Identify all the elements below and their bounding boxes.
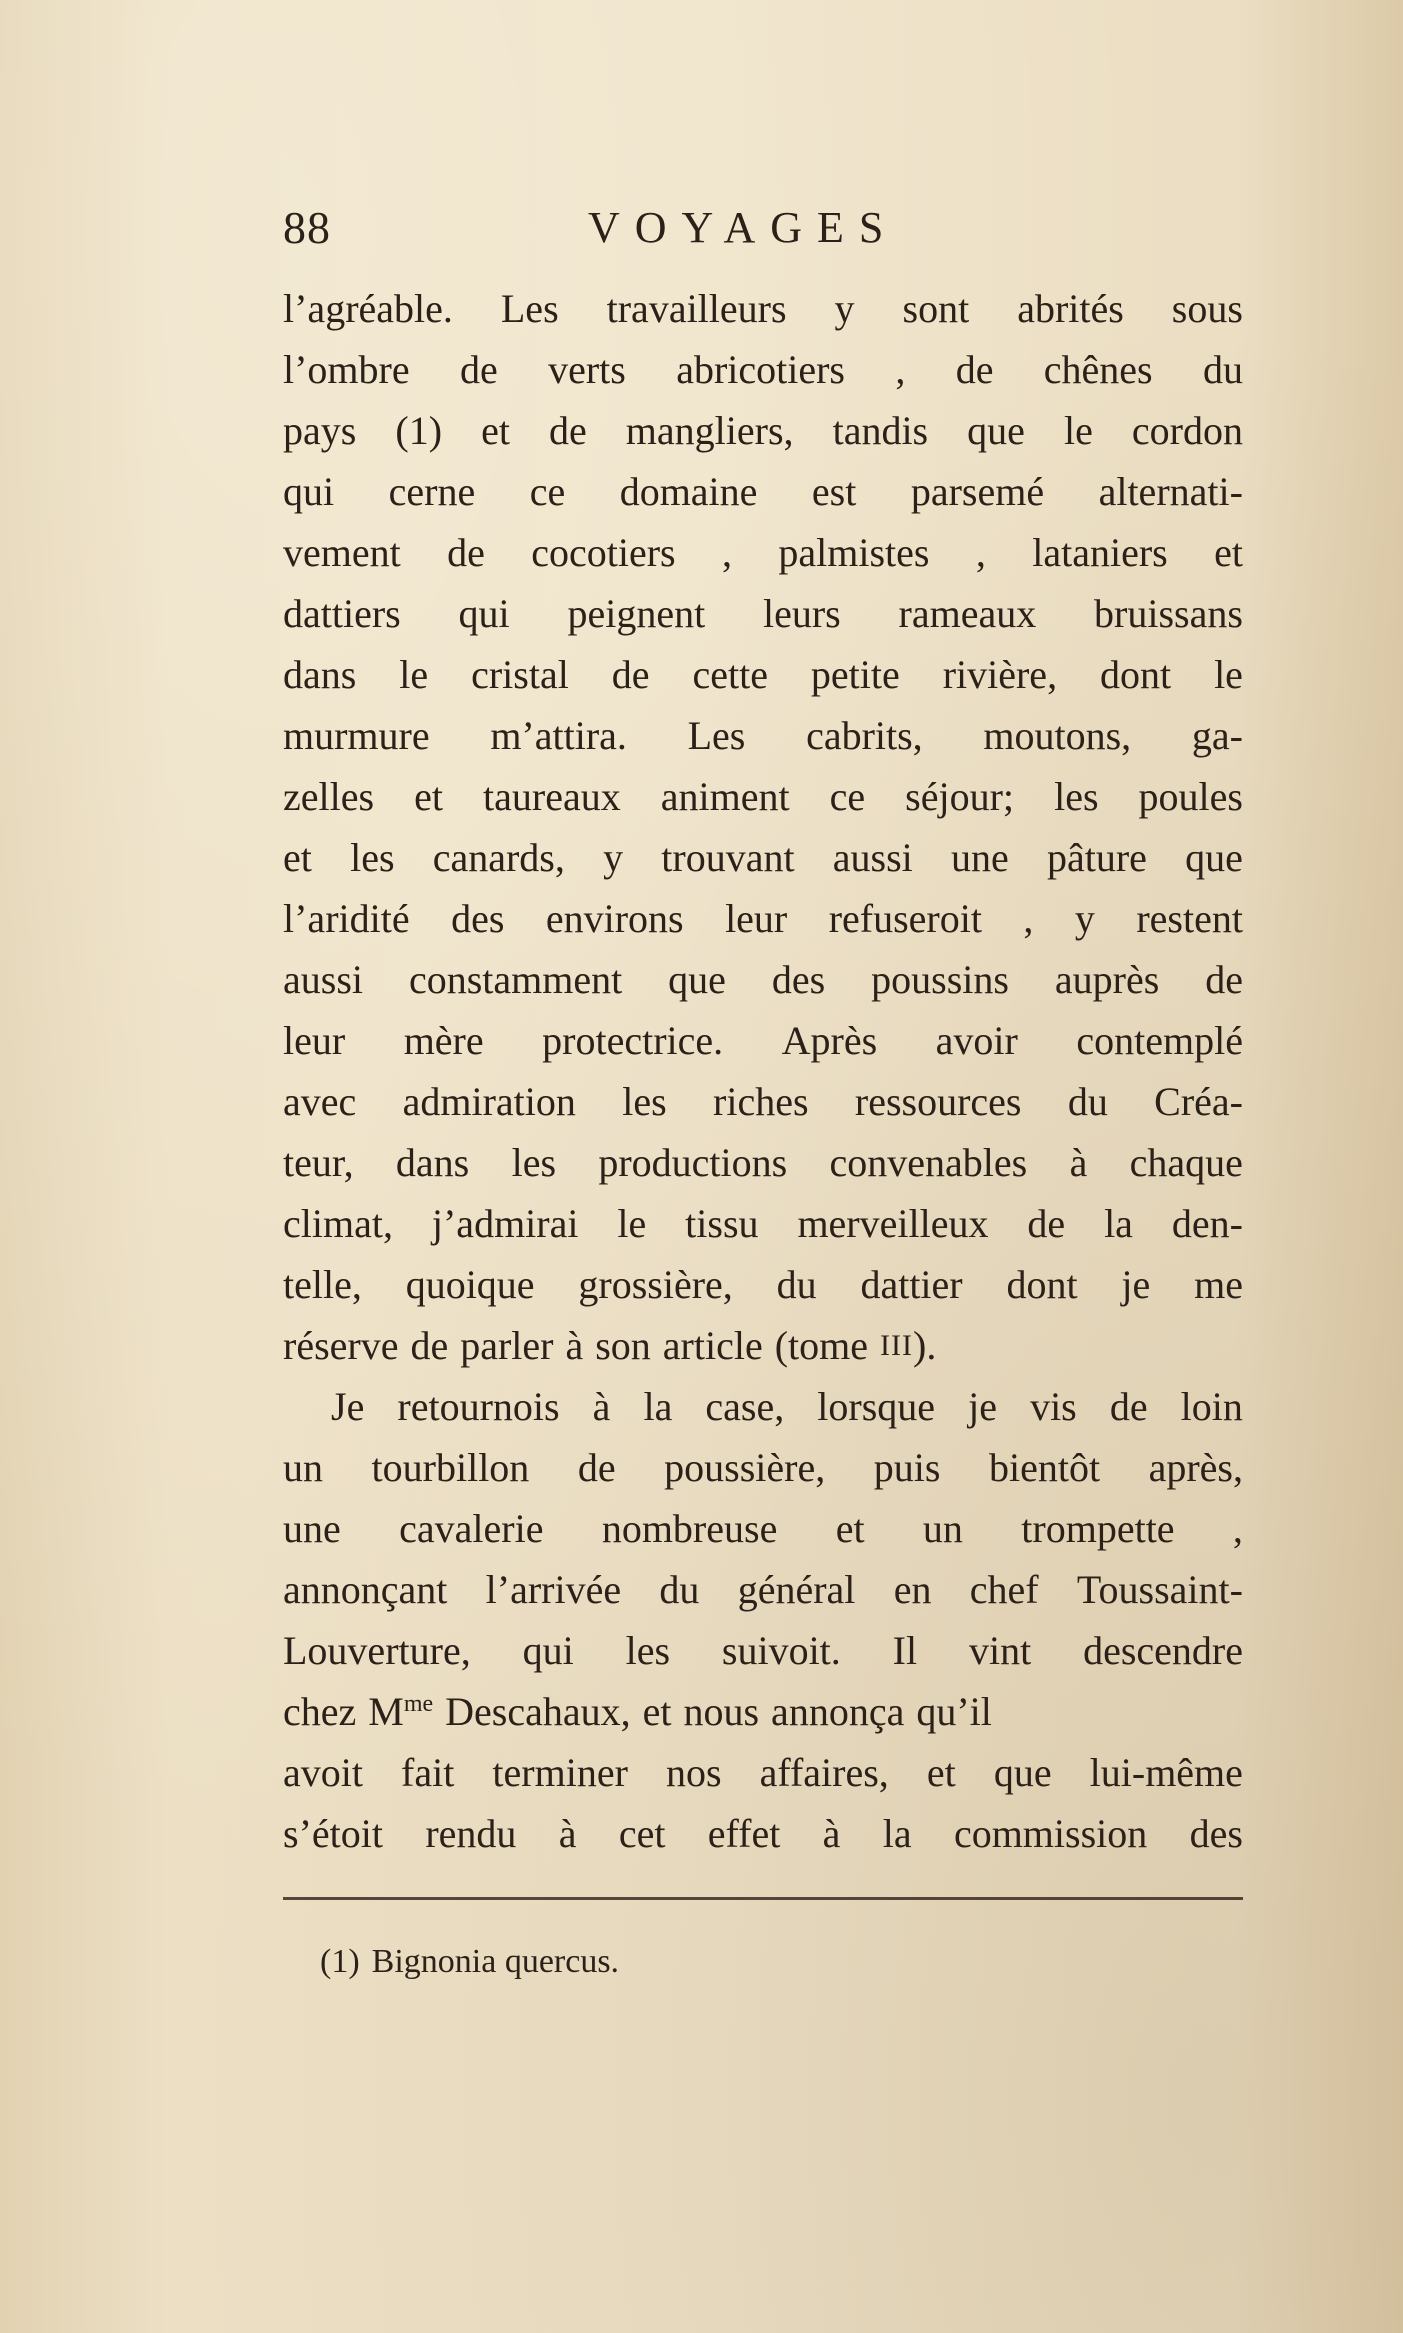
text-line: un tourbillon de poussière, puis bientôt après, <box>283 1445 1243 1490</box>
text-line: s’étoit rendu à cet effet à la commission des <box>283 1811 1243 1856</box>
text-line: Je retournois à la case, lorsque je vis de loin <box>331 1384 1243 1429</box>
text-line: avec admiration les riches ressources du Créa- <box>283 1079 1243 1124</box>
footnote-rule <box>283 1897 1243 1900</box>
text-line: l’aridité des environs leur refuseroit , y restent <box>283 896 1243 941</box>
text-line: teur, dans les productions convenables à chaque <box>283 1140 1243 1185</box>
text-line: avoit fait terminer nos affaires, et que lui-même <box>283 1750 1243 1795</box>
body-text <box>283 278 1243 1864</box>
text-line: dans le cristal de cette petite rivière, dont le <box>283 652 1243 697</box>
text-line: l’ombre de verts abricotiers , de chênes du <box>283 347 1243 392</box>
footnote-mark: (1) <box>320 1943 360 1980</box>
text-line: pays (1) et de mangliers, tandis que le cordon <box>283 408 1243 453</box>
footnote <box>320 1937 1220 1987</box>
text-line: leur mère protectrice. Après avoir contemplé <box>283 1018 1243 1063</box>
page-header <box>283 198 1243 258</box>
text-line: chez $M^{me}$ Descahaux, et nous annonça qu’il <box>283 1689 992 1734</box>
page-number: 88 <box>283 202 331 253</box>
volume-numeral: III <box>880 1329 914 1362</box>
text-line: qui cerne ce domaine est parsemé alternati- <box>283 469 1243 514</box>
text-line: telle, quoique grossière, du dattier dont je me <box>283 1262 1243 1307</box>
text-line: l’agréable. Les travailleurs y sont abrités sous <box>283 286 1243 331</box>
text-line: réserve de parler à son article (tome III ). <box>283 1315 1243 1376</box>
text-line: annonçant l’arrivée du général en chef Toussaint- <box>283 1567 1243 1612</box>
text-line: aussi constamment que des poussins auprès de <box>283 957 1243 1002</box>
text-line: dattiers qui peignent leurs rameaux bruissans <box>283 591 1243 636</box>
superscript: me <box>403 1691 434 1717</box>
text-line: murmure m’attira. Les cabrits, moutons, ga- <box>283 713 1243 758</box>
text-line: une cavalerie nombreuse et un trompette , <box>283 1506 1243 1551</box>
running-title: VOYAGES <box>588 203 899 252</box>
text-line: et les canards, y trouvant aussi une pâture que <box>283 835 1243 880</box>
footnote-text: Bignonia quercus. <box>371 1943 620 1980</box>
text-line: Louverture, qui les suivoit. Il vint descendre <box>283 1628 1243 1673</box>
text-line: vement de cocotiers , palmistes , lataniers et <box>283 530 1243 575</box>
text-line: climat, j’admirai le tissu merveilleux de la den- <box>283 1201 1243 1246</box>
text-line: zelles et taureaux animent ce séjour; les poules <box>283 774 1243 819</box>
